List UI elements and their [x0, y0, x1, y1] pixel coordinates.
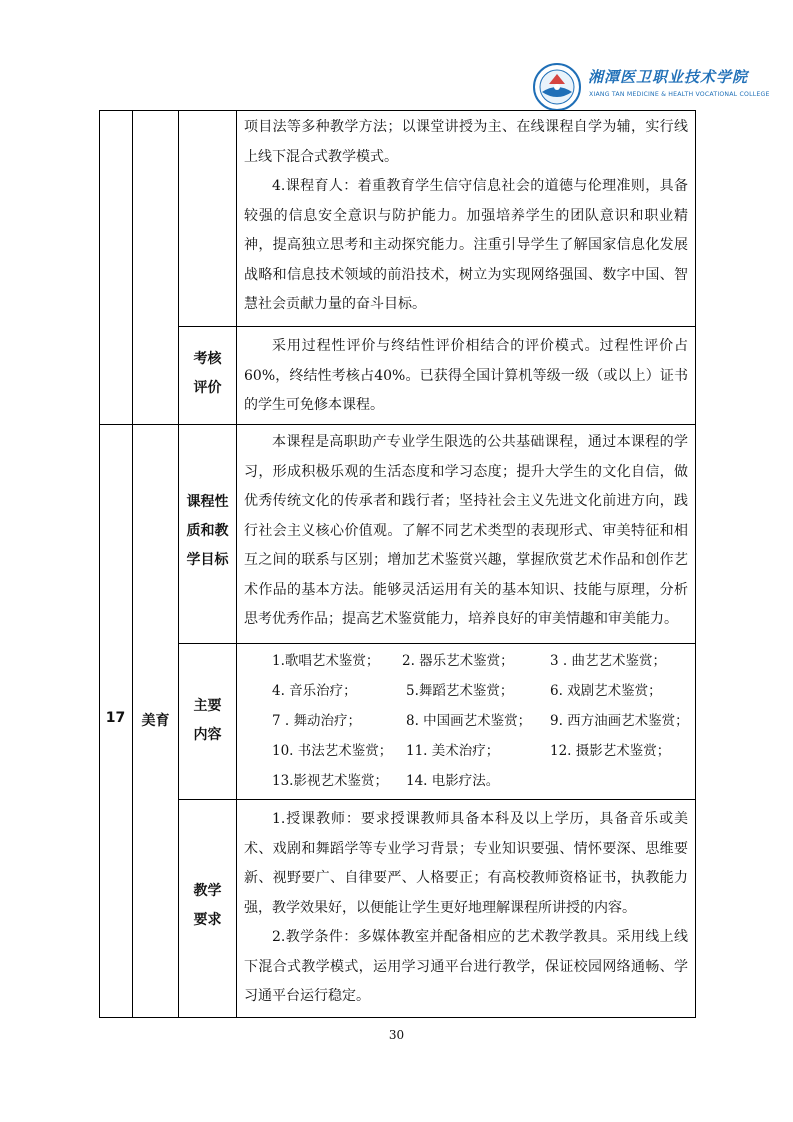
nature-label: 课程性 质和教 学目标	[186, 494, 229, 568]
paragraph-teaching-conditions: 2.教学条件：多媒体教室并配备相应的艺术教学教具。采用线上线下混合式教学模式，运用学习通平台进行教学，保证校园网络通畅、学习通平台运行稳定。	[244, 929, 688, 1004]
requirements-text	[244, 805, 688, 1012]
college-logo	[532, 62, 770, 114]
course-number: 17	[105, 710, 126, 726]
college-name-en: XIANG TAN MEDICINE & HEALTH VOCATIONAL COLLEGE	[589, 91, 770, 98]
college-emblem-icon	[532, 62, 582, 112]
content-label: 主要 内容	[193, 698, 222, 743]
paragraph-teaching-methods: 项目法等多种教学方法；以课堂讲授为主、在线课程自学为辅，实行线上线下混合式教学模式。	[244, 119, 688, 165]
assessment-text: 采用过程性评价与终结性评价相结合的评价模式。过程性评价占60%，终结性考核占40%。已获得全国计算机等级一级（或以上）证书的学生可免修本课程。	[244, 338, 688, 413]
college-name-cn: 湘潭医卫职业技术学院	[588, 68, 749, 86]
list-item: 10. 书法艺术鉴赏； 11. 美术治疗； 12. 摄影艺术鉴赏；	[272, 743, 671, 759]
page-number: 30	[388, 1028, 405, 1042]
content-list	[244, 649, 694, 799]
assessment-label: 考核 评价	[193, 351, 222, 396]
requirements-label: 教学 要求	[193, 883, 222, 928]
nature-text: 本课程是高职助产专业学生限选的公共基础课程，通过本课程的学习，形成积极乐观的生活态度和学习态度；提升大学生的文化自信，做优秀传统文化的传承者和践行者；坚持社会主义先进文化前进方向，践行社会主义核心价值观。了解不同艺术类型的表现形式、审美特征和相互之间的联系与区别；增加艺术鉴赏兴趣，掌握欣赏艺术作品和创作艺术作品的基本方法。能够灵活运用有关的基本知识、技能与原理，分析思考优秀作品；提高艺术鉴赏能力，培养良好的审美情趣和审美能力。	[244, 434, 688, 627]
course-name: 美育	[141, 713, 170, 729]
top-block-text	[244, 113, 688, 320]
paragraph-course-education: 4.课程育人：着重教育学生信守信息社会的道德与伦理准则，具备较强的信息安全意识与防护能力。加强培养学生的团队意识和职业精神，提高独立思考和主动探究能力。注重引导学生了解国家信息化发展战略和信息技术领域的前沿技术，树立为实现网络强国、数字中国、智慧社会贡献力量的奋斗目标。	[244, 178, 688, 312]
paragraph-teacher-requirements: 1.授课教师：要求授课教师具备本科及以上学历，具备音乐或美术、戏剧和舞蹈学等专业学习背景；专业知识要强、情怀要深、思维要新、视野要广、自律要严、人格要正；有高校教师资格证书，执教能力强，教学效果好，以便能让学生更好地理解课程所讲授的内容。	[244, 811, 688, 916]
list-item: 13.影视艺术鉴赏； 14. 电影疗法。	[272, 773, 500, 789]
list-item: 4. 音乐治疗； 5.舞蹈艺术鉴赏； 6. 戏剧艺术鉴赏；	[272, 683, 662, 699]
list-item: 7 . 舞动治疗； 8. 中国画艺术鉴赏； 9. 西方油画艺术鉴赏；	[272, 713, 689, 729]
list-item: 1.歌唱艺术鉴赏； 2. 器乐艺术鉴赏； 3 . 曲艺艺术鉴赏；	[272, 653, 666, 669]
